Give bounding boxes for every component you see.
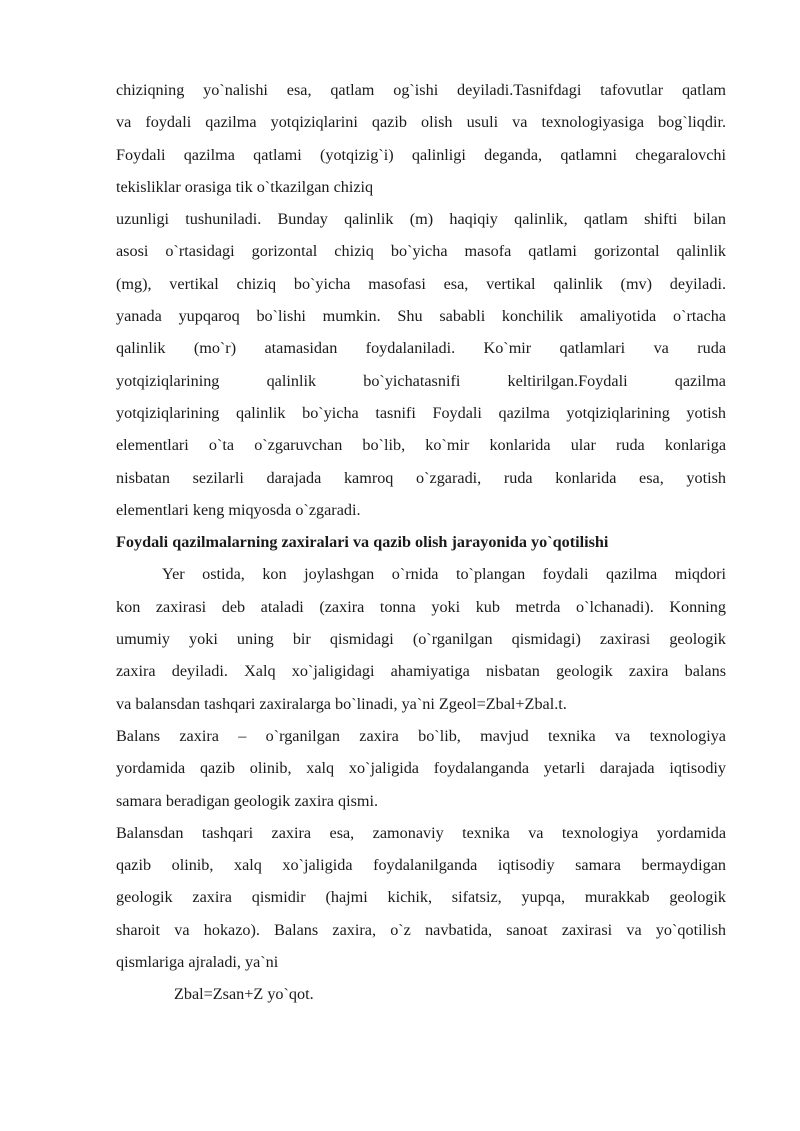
text-line: nisbatan sezilarli darajada kamroq o`zgaradi, ruda konlarida esa, yotish bbox=[116, 468, 726, 487]
text-line: qazib olinib, xalq xo`jaligida foydalanilganda iqtisodiy samara bermaydigan bbox=[116, 856, 726, 875]
text-line: qalinlik (mo`r) atamasidan foydalaniladi. Ko`mir qatlamlari va ruda bbox=[116, 339, 726, 358]
text-line: umumiy yoki uning bir qismidagi (o`rganilgan qismidagi) zaxirasi geologik bbox=[116, 630, 726, 649]
text-line: elementlari keng miqyosda o`zgaradi. bbox=[116, 500, 361, 519]
text-line: zaxira deyiladi. Xalq xo`jaligidagi ahamiyatiga nisbatan geologik zaxira balans bbox=[116, 662, 726, 681]
text-line: yordamida qazib olinib, xalq xo`jaligida foydalanganda yetarli darajada iqtisodiy bbox=[116, 759, 726, 778]
text-line: samara beradigan geologik zaxira qismi. bbox=[116, 791, 379, 810]
text-line: yotqiziqlarining qalinlik bo`yicha tasnifi Foydali qazilma yotqiziqlarining yotish bbox=[116, 403, 726, 422]
text-line: sharoit va hokazo). Balans zaxira, o`z navbatida, sanoat zaxirasi va yo`qotilish bbox=[116, 920, 726, 939]
text-line: elementlari o`ta o`zgaruvchan bo`lib, ko`mir konlarida ular ruda konlariga bbox=[116, 436, 726, 455]
text-line: asosi o`rtasidagi gorizontal chiziq bo`yicha masofa qatlami gorizontal qalinlik bbox=[116, 242, 726, 261]
text-line: qismlariga ajraladi, ya`ni bbox=[116, 953, 279, 972]
text-line: kon zaxirasi deb ataladi (zaxira tonna yoki kub metrda o`lchanadi). Konning bbox=[116, 597, 726, 616]
text-line: yanada yupqaroq bo`lishi mumkin. Shu sababli konchilik amaliyotida o`rtacha bbox=[116, 307, 726, 326]
formula: Zbal=Zsan+Z yo`qot. bbox=[174, 985, 314, 1004]
text-line: Balansdan tashqari zaxira esa, zamonaviy texnika va texnologiya yordamida bbox=[116, 823, 726, 842]
text-line: yotqiziqlarining qalinlik bo`yichatasnifi keltirilgan.Foydali qazilma bbox=[116, 371, 726, 390]
text-line: (mg), vertikal chiziq bo`yicha masofasi esa, vertikal qalinlik (mv) deyiladi. bbox=[116, 274, 726, 293]
text-line: tekisliklar orasiga tik o`tkazilgan chiziq bbox=[116, 177, 374, 196]
text-line: uzunligi tushuniladi. Bunday qalinlik (m) haqiqiy qalinlik, qatlam shifti bilan bbox=[116, 210, 726, 229]
text-line: chiziqning yo`nalishi esa, qatlam og`ishi deyiladi.Tasnifdagi tafovutlar qatlam bbox=[116, 81, 726, 99]
text-line: Yer ostida, kon joylashgan o`rnida to`plangan foydali qazilma miqdori bbox=[162, 565, 726, 584]
text-line: Foydali qazilma qatlami (yotqizig`i) qalinligi deganda, qatlamni chegaralovchi bbox=[116, 145, 726, 164]
text-line: va balansdan tashqari zaxiralarga bo`linadi, ya`ni Zgeol=Zbal+Zbal.t. bbox=[116, 694, 567, 713]
section-heading: Foydali qazilmalarning zaxiralari va qazib olish jarayonida yo`qotilishi bbox=[116, 533, 609, 552]
text-line: geologik zaxira qismidir (hajmi kichik, sifatsiz, yupqa, murakkab geologik bbox=[116, 888, 726, 907]
document-page bbox=[116, 74, 726, 1011]
text-line: Balans zaxira – o`rganilgan zaxira bo`lib, mavjud texnika va texnologiya bbox=[116, 726, 726, 745]
text-line: va foydali qazilma yotqiziqlarini qazib olish usuli va texnologiyasiga bog`liqdir. bbox=[116, 113, 726, 132]
